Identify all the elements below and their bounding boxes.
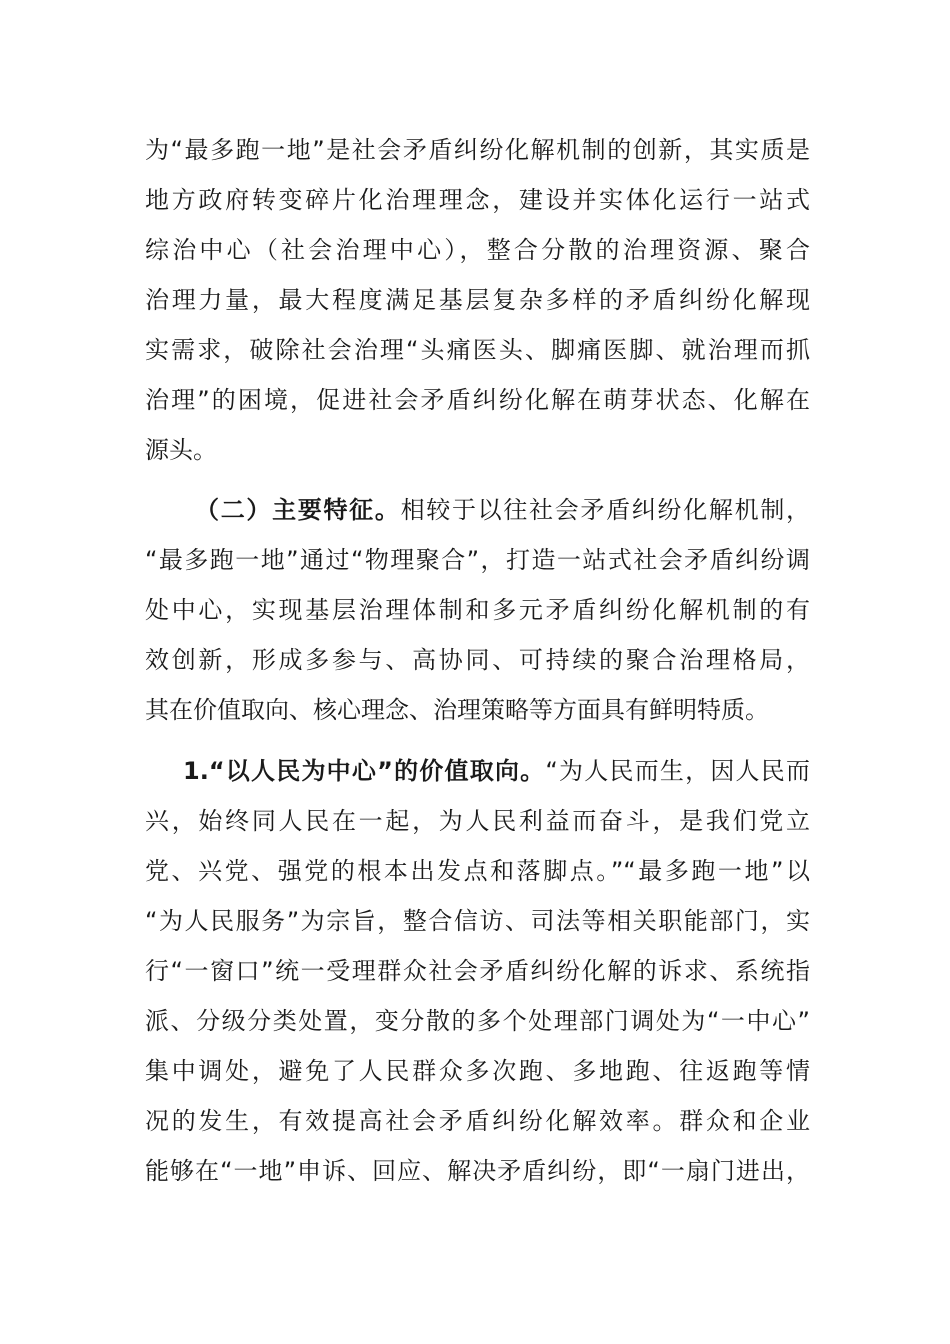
paragraph-line: 源头。 (145, 436, 217, 464)
paragraph-line: “最多跑一地”通过“物理聚合”，打造一站式社会矛盾纠纷调 (145, 546, 810, 574)
paragraph-line: 处中心，实现基层治理体制和多元矛盾纠纷化解机制的有 (145, 596, 810, 624)
paragraph-3 (145, 746, 810, 1196)
paragraph-line: 为“最多跑一地”是社会矛盾纠纷化解机制的创新，其实质是 (145, 136, 810, 164)
paragraph-1 (145, 125, 810, 475)
paragraph-line: 实需求，破除社会治理“头痛医头、脚痛医脚、就治理而抓 (145, 336, 810, 364)
paragraph-line: 其在价值取向、核心理念、治理策略等方面具有鲜明特质。 (145, 696, 769, 724)
paragraph-first-line (145, 746, 810, 796)
paragraph-line: 地方政府转变碎片化治理理念，建设并实体化运行一站式 (145, 186, 810, 214)
paragraph-line: 党、兴党、强党的根本出发点和落脚点。”“最多跑一地”以 (145, 857, 810, 885)
paragraph-line: 况的发生，有效提高社会矛盾纠纷化解效率。群众和企业 (145, 1107, 810, 1135)
paragraph-line: “为人民服务”为宗旨，整合信访、司法等相关职能部门，实 (145, 907, 810, 935)
paragraph-2 (145, 485, 810, 735)
paragraph-line: 治理”的困境，促进社会矛盾纠纷化解在萌芽状态、化解在 (145, 386, 810, 414)
paragraph-line: 综治中心（社会治理中心），整合分散的治理资源、聚合 (145, 236, 810, 264)
subsection-heading: 1.“以人民为中心”的价值取向。 (183, 757, 546, 785)
paragraph-first-line (145, 485, 810, 535)
paragraph-line: 派、分级分类处置，变分散的多个处理部门调处为“一中心” (145, 1007, 810, 1035)
paragraph-text: “为人民而生，因人民而 (545, 757, 810, 785)
paragraph-line: 能够在“一地”申诉、回应、解决矛盾纠纷，即“一扇门进出， (145, 1157, 810, 1185)
paragraph-line: 兴，始终同人民在一起，为人民利益而奋斗，是我们党立 (145, 807, 810, 835)
paragraph-line: 集中调处，避免了人民群众多次跑、多地跑、往返跑等情 (145, 1057, 810, 1085)
paragraph-text: 相较于以往社会矛盾纠纷化解机制， (400, 496, 811, 524)
paragraph-line: 行“一窗口”统一受理群众社会矛盾纠纷化解的诉求、系统指 (145, 957, 810, 985)
paragraph-line: 效创新，形成多参与、高协同、可持续的聚合治理格局， (145, 646, 810, 674)
paragraph-line: 治理力量，最大程度满足基层复杂多样的矛盾纠纷化解现 (145, 286, 810, 314)
section-heading: （二）主要特征。 (195, 496, 401, 524)
